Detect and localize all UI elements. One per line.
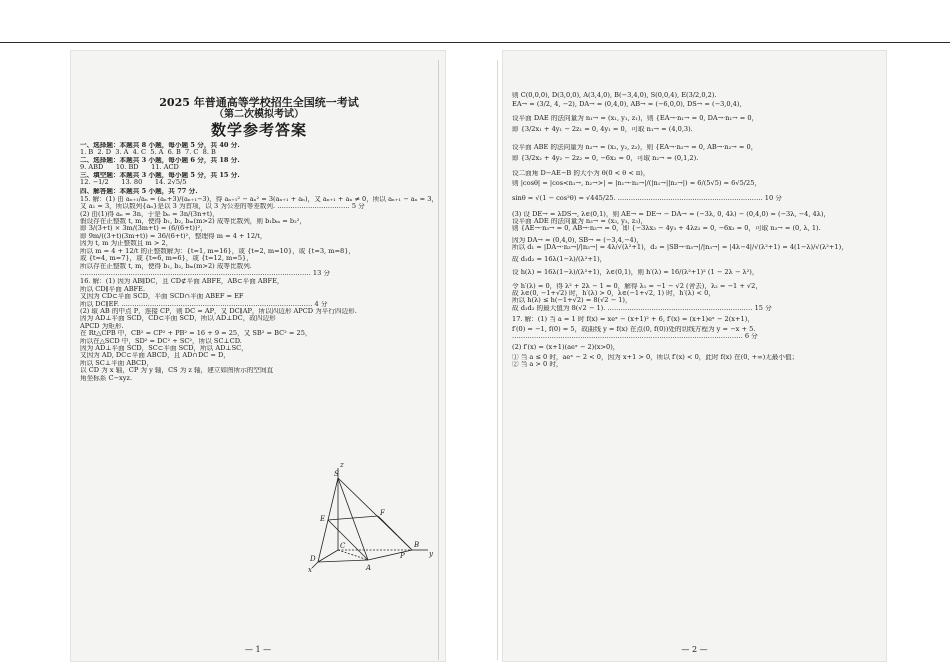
right-lines-line: 则 {AE→·n₃→ = 0, AB→·n₃→ = 0，即 {−3λx₃ − 4y₃ + 4λz₃ = 0, −6x₃ = 0，可取 n₃→ = (0, λ, 1). xyxy=(512,225,821,233)
right-lines-line: 故 d₁d₂ = 16λ(1−λ)/(λ²+1)， xyxy=(512,255,607,263)
left-lines-line: …………………………………………………………………………………………… 13 分 xyxy=(80,269,330,277)
right-lines-line: 所以 d₁ = |DA→·n₃→|/|n₃→| = 4λ/√(λ²+1)，d₂ = |SB→·n₃→|/|n₃→| = |4λ−4|/√(λ²+1) = 4(1−λ)/√(λ²+1)， xyxy=(512,244,848,252)
left-lines-line: 即 3/(3+t) × 3m/(3m+t) = (6/(6+t))²， xyxy=(80,225,207,233)
right-lines-line: 设平面 ABE 的法向量为 n₂→ = (x₂, y₂, z₂)，则 {EA→·n₂→ = 0, AB→·n₂→ = 0， xyxy=(512,143,758,151)
page-1-number: — 1 — xyxy=(244,645,272,654)
page-2-number: — 2 — xyxy=(681,645,708,654)
figure-label-c: C xyxy=(340,542,346,550)
left-lines-line: (2) 取 AB 的中点 P，连接 CP，则 DC = AP，又 DC∥AP，所以四边形 APCD 为平行四边形. xyxy=(80,307,357,315)
left-lines-line: 因为 AD⊥平面 SCD，CD⊂平面 SCD，所以 AD⊥DC，故四边形 xyxy=(80,315,276,323)
figure-label-x: x xyxy=(308,566,312,574)
right-lines-line: ① 当 a ≤ 0 时，aeˣ − 2 < 0，因为 x+1 > 0，所以 f′(x) < 0，此时 f(x) 在(0, +∞)无最小值； xyxy=(512,353,799,361)
left-lines-line: 假设存在正整数 t, m，使得 b₁, b₂, bₘ(m>2) 成等比数列，则 b₁bₘ = b₂²， xyxy=(80,218,307,226)
right-lines-line: 则 |cosθ| = |cos<n₁→, n₂→>| = |n₁→·n₂→|/(|n₁→||n₂→|) = 6/(5√5) = 6√5/25， xyxy=(512,179,761,187)
left-lines-line: 因为 t, m 为正整数且 m > 2， xyxy=(80,240,173,248)
pyramid-figure xyxy=(308,458,438,574)
figure-label-a: A xyxy=(366,564,372,572)
figure-label-s: S xyxy=(334,470,339,478)
left-lines-line: 所以 DC∥EF. …………………………………………………………………………… 4 分 xyxy=(80,300,328,308)
left-lines-line: 因为 AD⊥平面 SCD，SC⊂平面 SCD，所以 AD⊥SC， xyxy=(80,344,248,352)
left-lines-line: 9. ABD 10. BD 11. ACD xyxy=(80,164,179,172)
page-2-content xyxy=(512,92,879,369)
right-lines-line: …………………………………………………………………………………………… 6 分 xyxy=(512,332,758,340)
left-lines-line: 以 CD 为 x 轴，CP 为 y 轴，CS 为 z 轴，建立如图所示的空间直 xyxy=(80,367,274,375)
page-1-content xyxy=(80,50,438,382)
right-lines-line: 则 C(0,0,0), D(3,0,0), A(3,4,0), B(−3,4,0), S(0,0,4), E(3/2,0,2). xyxy=(512,92,717,99)
left-lines-line: 或 {t=4, m=7}，或 {t=6, m=6}，或 {t=12, m=5}， xyxy=(80,255,253,263)
left-lines-line: 所以在△SCD 中，SD² = DC² + SC²，所以 SC⊥CD. xyxy=(80,337,242,345)
answer-page-2 xyxy=(502,50,887,662)
page-gutter-right xyxy=(497,60,498,660)
exam-subtitle: （第二次模拟考试） xyxy=(214,109,304,120)
figure-label-e: E xyxy=(320,515,326,523)
left-lines-line: 所以 m = 4 + 12/t 的正整数解为：{t=1, m=16}，或 {t=2, m=10}，或 {t=3, m=8}， xyxy=(80,247,356,255)
right-lines-line: 设 h(λ) = 16λ(1−λ)/(λ²+1)，λ∈(0,1)，则 h′(λ) = 16/(λ²+1)² (1 − 2λ − λ²)， xyxy=(512,269,759,277)
left-lines-line: APCD 为矩形. xyxy=(80,322,124,330)
right-lines-line: sinθ = √(1 − cos²θ) = √445/25. ………………………………………………………… 10 分 xyxy=(512,195,782,203)
right-lines-line: 令 h′(λ) = 0，得 λ² + 2λ − 1 = 0，解得 λ₁ = −1 − √2 (舍去)，λ₂ = −1 + √2， xyxy=(512,282,762,290)
left-lines-line: 即 9m/((3+t)(3m+t)) = 36/(6+t)²，整理得 m = 4 + 12/t， xyxy=(80,232,267,240)
left-lines-line: 所以 CD∥平面 ABFE. xyxy=(80,285,146,293)
left-lines-line: 四、解答题：本题共 5 小题，共 77 分. xyxy=(80,188,198,196)
right-lines-line: 故 λ∈(0, −1+√2) 时，h′(λ) > 0，λ∈(−1+√2, 1) 时，h′(λ) < 0， xyxy=(512,289,715,297)
left-lines-line: 二、选择题：本题共 3 小题，每小题 6 分，共 18 分. xyxy=(80,156,240,164)
right-lines-line: 所以 h(λ) ≤ h(−1+√2) = 8(√2 − 1)， xyxy=(512,297,632,305)
left-lines-line: 15. 解：(1) 由 aₙ₊₁/aₙ = (aₙ+3)/(aₙ₊₁−3)，得 aₙ₊₁² − aₙ² = 3(aₙ₊₁ + aₙ)，又 aₙ₊₁ + aₙ ≠ 0，所以 aₙ₊₁ − aₙ = 3， xyxy=(80,195,438,203)
right-lines-line: 设平面 ADE 的法向量为 n₃→ = (x₃, y₃, z₃)， xyxy=(512,218,648,226)
page-2-text-lines xyxy=(512,92,879,369)
page-1-text-lines xyxy=(80,142,438,382)
figure-label-d: D xyxy=(310,555,316,563)
figure-label-b: B xyxy=(414,541,420,549)
right-lines-line: (3) 设 DE→ = λDS→, λ∈(0,1)，则 AE→ = DE→ − DA→ = (−3λ, 0, 4λ) − (0,4,0) = (−3λ, −4, 4λ)， xyxy=(512,210,831,218)
right-lines-line: 设平面 DAE 的法向量为 n₁→ = (x₁, y₁, z₁)，则 {EA→·n₁→ = 0, DA→·n₁→ = 0， xyxy=(512,114,759,122)
figure-label-f: F xyxy=(380,509,385,517)
left-lines-line: 又 a₁ = 3，所以数列{aₙ}是以 3 为首项，以 3 为公差的等差数列. …………………………… 5 分 xyxy=(80,203,365,211)
top-rule xyxy=(0,42,950,43)
figure-label-p: P xyxy=(400,552,405,560)
page-gutter-left xyxy=(438,60,439,660)
left-lines-line: 所以存在正整数 t, m，使得 b₁, b₂, bₘ(m>2) 成等比数列. xyxy=(80,262,252,270)
left-lines-line: 1. B 2. D 3. A 4. C 5. A 6. B 7. C 8. B xyxy=(80,149,216,157)
left-lines-line: (2) 由(1)得 aₙ = 3n，于是 bₙ = 3n/(3n+t)， xyxy=(80,210,219,218)
left-lines-line: 16. 解：(1) 因为 AB∥DC，且 CD⊄平面 ABFE，AB⊂平面 ABFE， xyxy=(80,278,284,286)
left-lines-line: 又因为 CD⊂平面 SCD，平面 SCD∩平面 ABEF = EF xyxy=(80,293,244,301)
figure-label-z: z xyxy=(340,461,344,469)
answer-page-1 xyxy=(70,50,446,662)
answer-key-heading: 数学参考答案 xyxy=(210,121,307,139)
left-lines-line: 一、选择题：本题共 8 小题，每小题 5 分，共 40 分. xyxy=(80,142,240,149)
right-lines-line: 因为 DA→ = (0,4,0), SB→ = (−3,4,−4)， xyxy=(512,236,643,244)
right-lines-line: f′(0) = −1, f(0) = 5，故曲线 y = f(x) 在点(0, f(0))处的切线方程为 y = −x + 5. xyxy=(512,325,756,333)
right-lines-line: 设二面角 D−AE−B 的大小为 θ(0 < θ < π)， xyxy=(512,170,650,178)
left-lines-line: 三、填空题：本题共 3 小题，每小题 5 分，共 15 分. xyxy=(80,171,240,179)
right-lines-line: 即 {3/2x₂ + 4y₂ − 2z₂ = 0, −6x₂ = 0，可取 n₂→ = (0,1,2). xyxy=(512,155,699,163)
exam-title: 2025 年普通高等学校招生全国统一考试 xyxy=(159,96,359,109)
left-lines-line: 所以 SC⊥平面 ABCD， xyxy=(80,359,153,367)
left-lines-line: 在 Rt△CPB 中，CB² = CP² + PB² = 16 + 9 = 25，又 SB² = BC² = 25， xyxy=(80,330,312,338)
right-lines-line: 即 {3/2x₁ + 4y₁ − 2z₁ = 0, 4y₁ = 0，可取 n₁→ = (4,0,3). xyxy=(512,126,693,134)
right-lines-line: 17. 解：(1) 当 a = 1 时 f(x) = xeˣ − (x+1)² + 6, f′(x) = (x+1)eˣ − 2(x+1)， xyxy=(512,316,754,324)
right-lines-line: (2) f′(x) = (x+1)(aeˣ − 2)(x>0)， xyxy=(512,344,620,352)
left-lines-line: 12. −1/2 13. 80 14. 2√5/5 xyxy=(80,179,187,187)
left-lines-line: 又因为 AD, DC⊂平面 ABCD，且 AD∩DC = D， xyxy=(80,352,230,360)
left-lines-line: 角坐标系 C−xyz. xyxy=(80,374,133,382)
right-lines-line: 故 d₁d₂ 的最大值为 8(√2 − 1). ………………………………………………………… 15 分 xyxy=(512,304,772,312)
figure-label-y: y xyxy=(429,550,433,558)
right-lines-line: ② 当 a > 0 时， xyxy=(512,361,563,369)
right-lines-line: EA→ = (3/2, 4, −2), DA→ = (0,4,0), AB→ = (−6,0,0), DS→ = (−3,0,4), xyxy=(512,101,742,109)
